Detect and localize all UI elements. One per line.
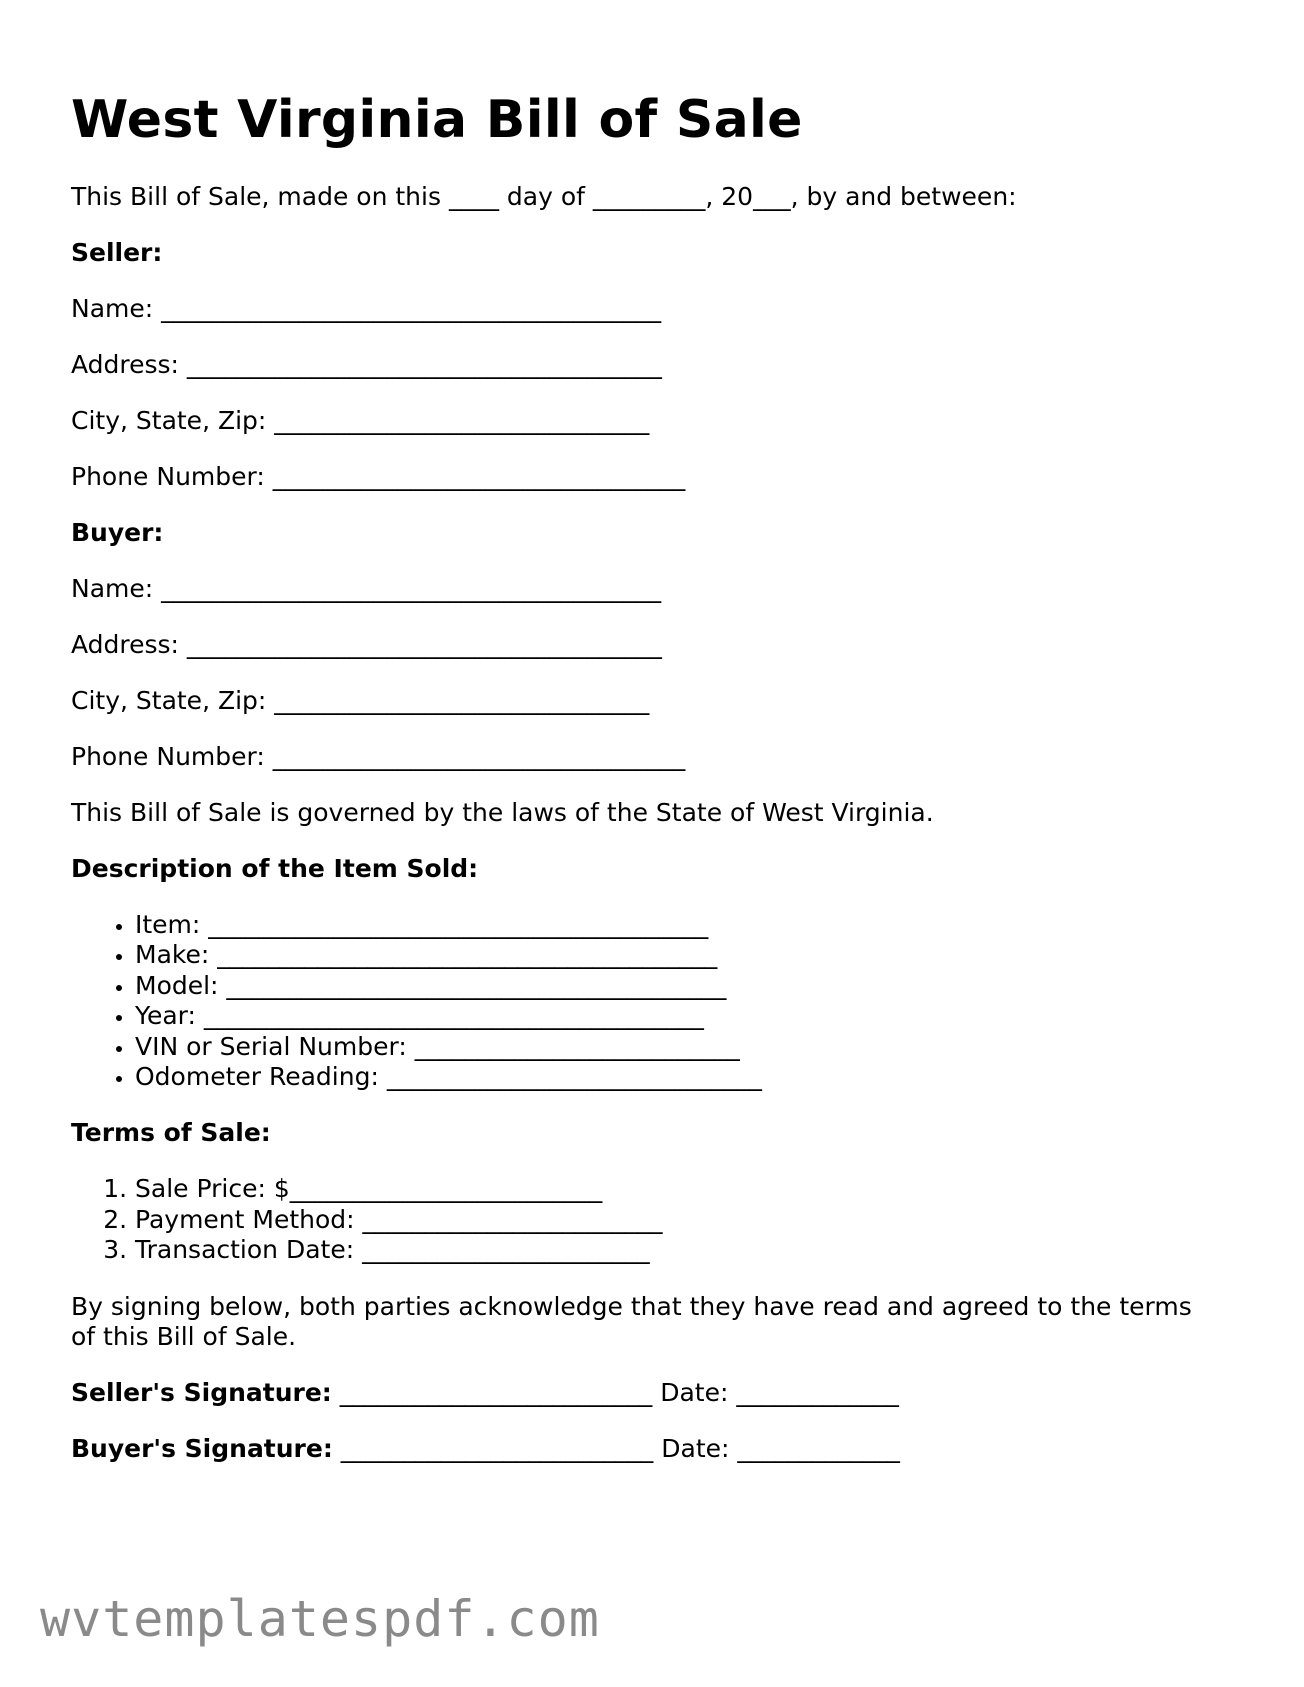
governing-law-text: This Bill of Sale is governed by the laws of the State of West Virginia. — [71, 798, 934, 827]
seller-name-field: Name: ________________________________________ — [71, 294, 662, 323]
intro-text: This Bill of Sale, made on this ____ day of _________, 20___, by and between: — [71, 182, 1017, 211]
seller-signature-label: Seller's Signature: — [71, 1377, 332, 1407]
seller-heading: Seller: — [71, 238, 163, 267]
seller-city-state-zip-field: City, State, Zip: ______________________________ — [71, 406, 650, 435]
buyer-address-field: Address: ______________________________________ — [71, 630, 662, 659]
buyer-date-field: Date: _____________ — [661, 1433, 900, 1463]
seller-signature-line — [71, 1378, 1231, 1408]
buyer-heading: Buyer: — [71, 518, 164, 547]
buyer-signature-line — [71, 1434, 1231, 1464]
list-item: 3. Transaction Date: _______________________ — [135, 1235, 1231, 1265]
seller-address-field: Address: ______________________________________ — [71, 350, 662, 379]
description-heading: Description of the Item Sold: — [71, 854, 479, 883]
terms-heading: Terms of Sale: — [71, 1118, 271, 1148]
seller-signature-blank: _________________________ — [331, 1377, 661, 1407]
terms-list — [71, 1174, 1231, 1265]
watermark: wvtemplatespdf.com — [40, 1590, 600, 1648]
document-title: West Virginia Bill of Sale — [71, 90, 803, 150]
list-item: • VIN or Serial Number: __________________________ — [135, 1032, 1231, 1062]
list-item: • Item: ________________________________________ — [135, 910, 1231, 940]
bill-of-sale-document — [71, 90, 1231, 1490]
list-item: • Model: ________________________________________ — [135, 971, 1231, 1001]
seller-date-field: Date: _____________ — [660, 1377, 899, 1407]
list-item: • Odometer Reading: ______________________________ — [135, 1062, 1231, 1092]
buyer-phone-field: Phone Number: _________________________________ — [71, 742, 686, 771]
list-item: 2. Payment Method: ________________________ — [135, 1205, 1231, 1235]
list-item: 1. Sale Price: $_________________________ — [135, 1174, 1231, 1204]
buyer-city-state-zip-field: City, State, Zip: ______________________________ — [71, 686, 650, 715]
buyer-signature-blank: _________________________ — [332, 1433, 662, 1463]
acknowledgment-text: By signing below, both parties acknowledge that they have read and agreed to the terms of this Bill of Sale. — [71, 1291, 1192, 1351]
buyer-name-field: Name: ________________________________________ — [71, 574, 662, 603]
list-item: • Year: ________________________________________ — [135, 1001, 1231, 1031]
description-list — [71, 910, 1231, 1092]
buyer-signature-label: Buyer's Signature: — [71, 1433, 333, 1463]
seller-phone-field: Phone Number: _________________________________ — [71, 462, 686, 491]
list-item: • Make: ________________________________________ — [135, 940, 1231, 970]
